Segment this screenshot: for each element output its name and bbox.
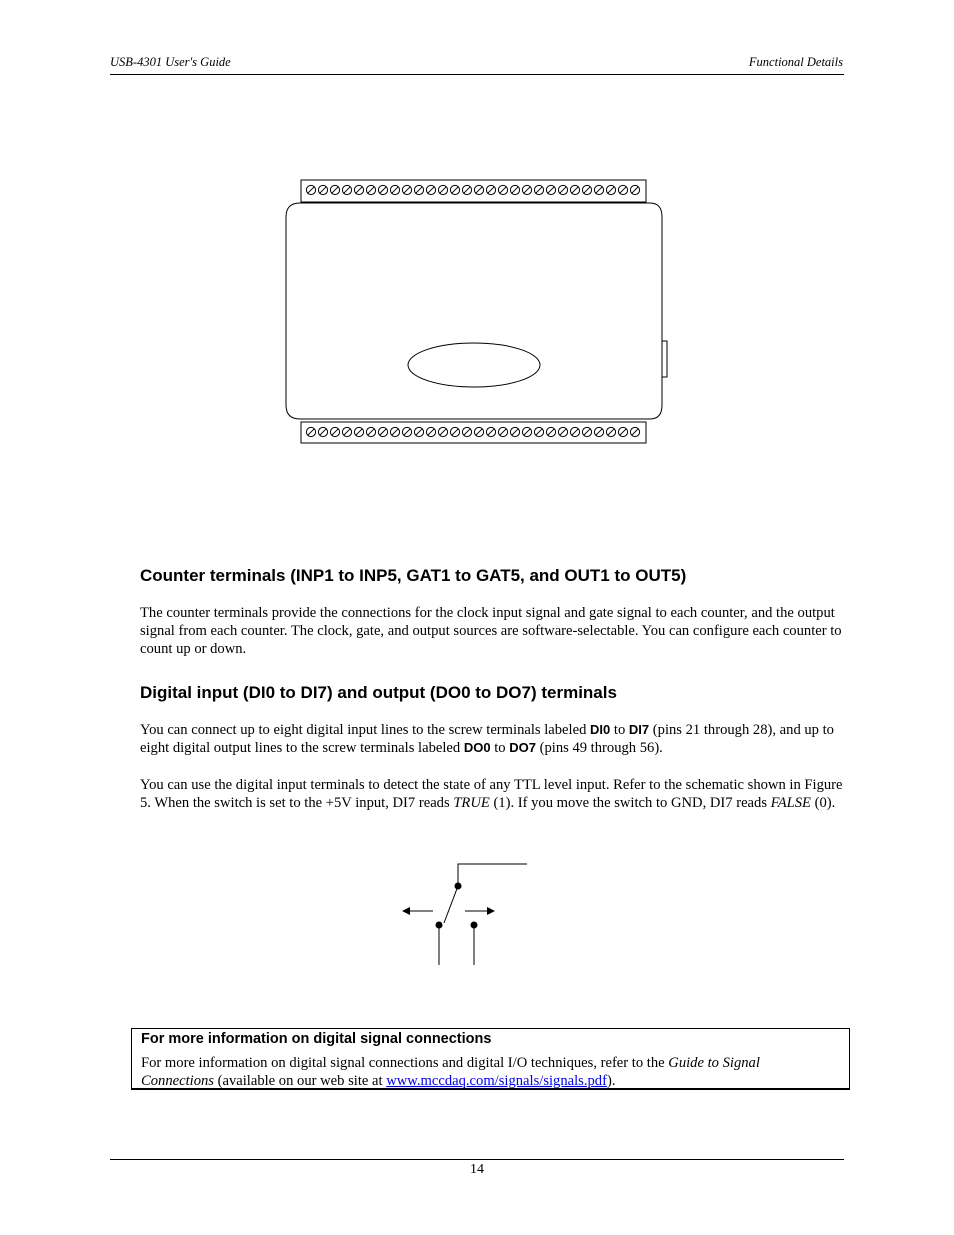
paragraph-counter-terminals: The counter terminals provide the connections for the clock input signal and gate signal to each counter, and the output signal from each counter. The clock, gate, and output sources are software-selectable. You can configure each counter to count up or down. xyxy=(140,605,842,657)
output-wire xyxy=(458,864,527,885)
right-arrow-head xyxy=(487,907,495,915)
usb-label-oval xyxy=(408,343,540,387)
signals-pdf-link[interactable]: www.mccdaq.com/signals/signals.pdf xyxy=(386,1073,607,1089)
footer-rule xyxy=(110,1159,844,1160)
info-note-box xyxy=(131,1028,850,1090)
page-number: 14 xyxy=(470,1162,484,1177)
switch-blade xyxy=(444,886,458,923)
paragraph-digital-input-ttl: You can use the digital input terminals to detect the state of any TTL level input. Refer to the schematic shown in Figure 5. When the switch is set to the +5V input, DI7 reads TRUE (1). If you move the switch to GND, DI7 reads FALSE (0). xyxy=(140,777,843,811)
header-rule xyxy=(110,74,844,75)
running-header-right: Functional Details xyxy=(748,55,843,69)
running-header-left: USB-4301 User's Guide xyxy=(110,55,231,69)
switch-schematic xyxy=(395,855,535,970)
note-body: For more information on digital signal connections and digital I/O techniques, refer to the Guide to Signal Connections (available on our web site at www.mccdaq.com/signals/signals.pdf). xyxy=(141,1055,760,1089)
usb-connector xyxy=(662,341,667,377)
left-arrow-head xyxy=(402,907,410,915)
heading-counter-terminals: Counter terminals (INP1 to INP5, GAT1 to GAT5, and OUT1 to OUT5) xyxy=(140,566,687,585)
note-title: For more information on digital signal connections xyxy=(141,1031,492,1047)
heading-digital-io: Digital input (DI0 to DI7) and output (DO0 to DO7) terminals xyxy=(140,683,617,702)
paragraph-digital-io-pins: You can connect up to eight digital input lines to the screw terminals labeled DI0 to DI7 (pins 21 through 28), and up to eight digital output lines to the screw terminals labeled DO0 to DO7 (pins 49 through 56). xyxy=(140,722,834,756)
device-diagram xyxy=(280,175,675,450)
